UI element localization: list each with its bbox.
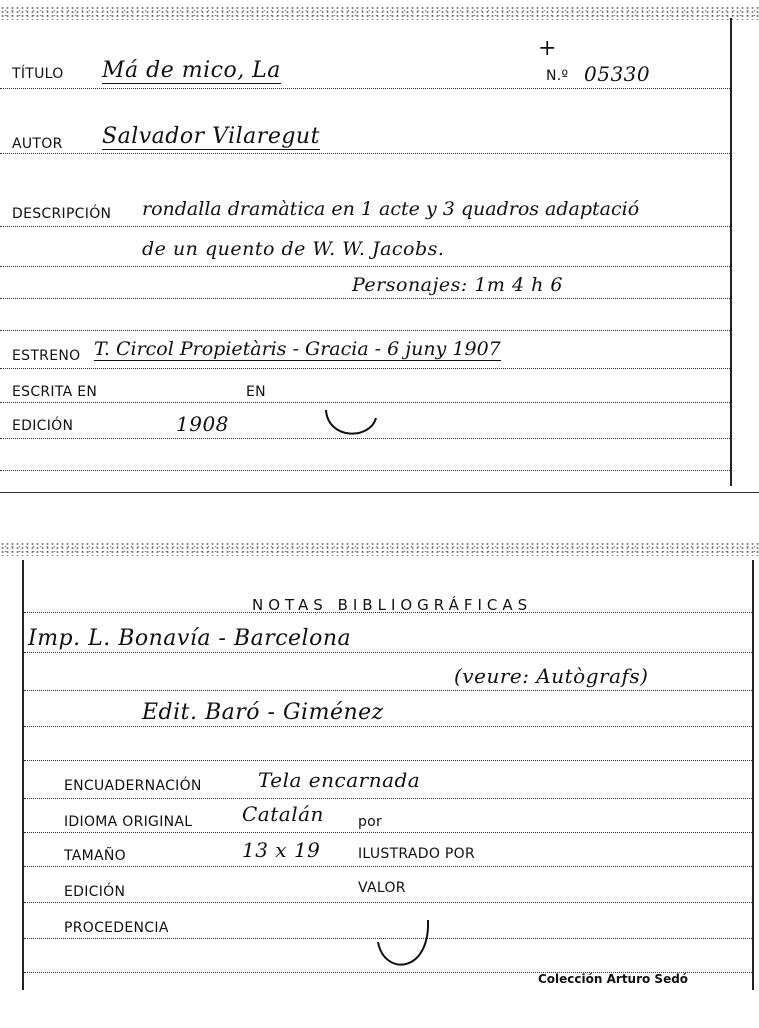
edicion-label: EDICIÓN <box>12 418 74 434</box>
rule <box>24 726 752 727</box>
catalog-card-main <box>0 18 732 486</box>
rule <box>0 470 730 471</box>
rule <box>24 902 752 903</box>
edicion-label-2: EDICIÓN <box>64 884 126 900</box>
procedencia-label: PROCEDENCIA <box>64 920 169 936</box>
numero-label: N.º <box>546 68 569 84</box>
catalog-card-notes <box>22 560 754 990</box>
rule <box>0 402 730 403</box>
numero-mark: + <box>538 36 557 61</box>
note-line-3: Edit. Baró - Giménez <box>142 700 384 725</box>
numero-value: 05330 <box>584 62 651 86</box>
rule <box>24 690 752 691</box>
rule <box>0 368 730 369</box>
autor-value: Salvador Vilaregut <box>102 124 320 149</box>
encuadernacion-value: Tela encarnada <box>258 768 421 792</box>
rule <box>24 832 752 833</box>
titulo-value: Má de mico, La <box>102 58 281 83</box>
rule <box>0 266 730 267</box>
escrita-en-label: ESCRITA EN <box>12 384 98 400</box>
note-line-1: Imp. L. Bonavía - Barcelona <box>28 626 352 651</box>
estreno-label: ESTRENO <box>12 348 81 364</box>
rule <box>0 298 730 299</box>
notas-bibliograficas-heading: NOTAS BIBLIOGRÁFICAS <box>252 596 533 614</box>
rule <box>0 88 730 89</box>
titulo-label: TÍTULO <box>12 66 64 82</box>
edicion-value: 1908 <box>176 412 229 436</box>
rule <box>24 798 752 799</box>
estreno-value: T. Circol Propietàris - Gracia - 6 juny 1907 <box>94 338 501 360</box>
rule <box>24 866 752 867</box>
autor-label: AUTOR <box>12 136 63 152</box>
encuadernacion-label: ENCUADERNACIÓN <box>64 778 202 794</box>
rule <box>24 652 752 653</box>
rule <box>0 153 730 154</box>
descripcion-line-1: rondalla dramàtica en 1 acte y 3 quadros adaptació <box>142 198 640 220</box>
ilustrado-por-label: ILUSTRADO POR <box>358 846 475 862</box>
descripcion-label: DESCRIPCIÓN <box>12 206 112 222</box>
descripcion-line-3: Personajes: 1m 4 h 6 <box>352 274 563 296</box>
descripcion-line-2: de un quento de W. W. Jacobs. <box>142 238 445 260</box>
valor-label: VALOR <box>358 880 406 896</box>
note-line-2: (veure: Autògrafs) <box>454 664 649 688</box>
punch-hole <box>320 404 380 444</box>
idioma-original-value: Catalán <box>242 802 324 826</box>
collection-footer: Colección Arturo Sedó <box>538 972 689 986</box>
rule <box>24 760 752 761</box>
punch-hole <box>374 916 434 976</box>
idioma-original-label: IDIOMA ORIGINAL <box>64 814 193 830</box>
middle-edge-speckle <box>0 542 759 556</box>
por-label: por <box>358 814 383 830</box>
rule <box>0 226 730 227</box>
escrita-en-en-label: EN <box>246 384 266 400</box>
card-divider-line <box>0 492 759 493</box>
tamano-label: TAMAÑO <box>64 848 126 864</box>
tamano-value: 13 x 19 <box>242 838 321 862</box>
rule <box>0 330 730 331</box>
